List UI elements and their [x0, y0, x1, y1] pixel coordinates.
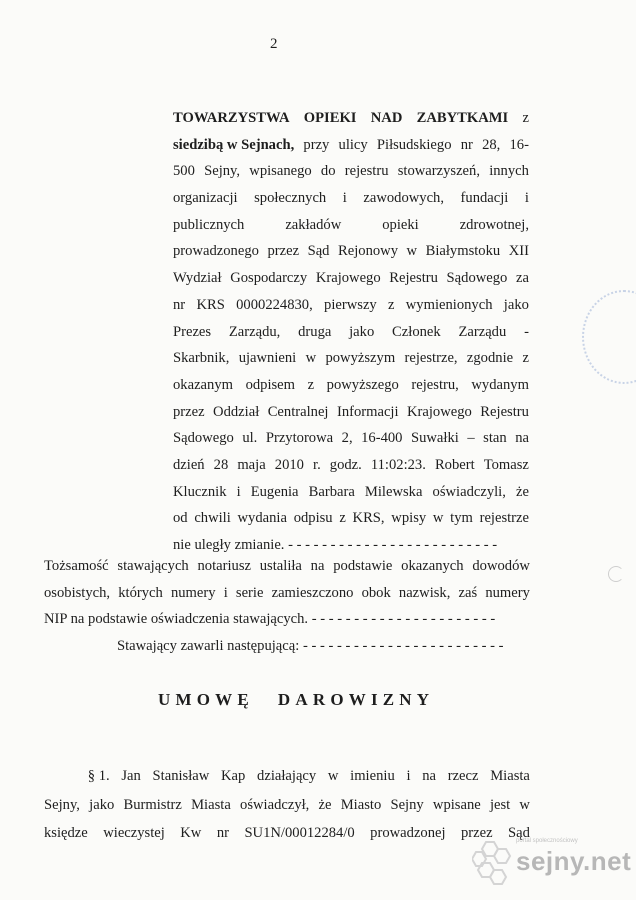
- word: i: [406, 768, 411, 784]
- word: XII: [508, 243, 529, 260]
- word: wydanym: [471, 376, 529, 393]
- paragraph-block: [44, 762, 530, 848]
- word: fundacji: [460, 190, 509, 207]
- word: do: [320, 163, 336, 180]
- stamp-residue: [582, 290, 636, 384]
- word: za: [515, 270, 529, 287]
- word: Zarządu: [458, 323, 507, 340]
- text-line: [44, 791, 530, 820]
- word: odpisem: [245, 376, 296, 393]
- word: wymienionych: [405, 296, 493, 313]
- text-line: [173, 319, 529, 346]
- word: 28: [213, 456, 229, 473]
- word: Sejny,: [44, 796, 80, 813]
- word: że: [515, 483, 529, 500]
- word: Krajowego: [407, 403, 472, 420]
- text-line: [173, 372, 529, 399]
- word: księdze: [44, 825, 88, 841]
- watermark-logo: [472, 836, 632, 888]
- word: w: [305, 350, 317, 367]
- word: ZABYTKAMI: [416, 110, 509, 126]
- word: nr: [216, 825, 229, 841]
- word: Rejestru: [389, 270, 438, 287]
- word: prowadzonej: [370, 825, 446, 841]
- word: wpisy: [391, 510, 427, 527]
- word: OPIEKI: [303, 110, 357, 126]
- word: NAD: [370, 110, 403, 126]
- word: stowarzyszeń,: [397, 163, 480, 180]
- word: stawających: [117, 558, 189, 574]
- word: z: [522, 350, 529, 367]
- word: chwili: [194, 510, 231, 527]
- word: jako: [503, 296, 529, 313]
- document-title: [158, 690, 434, 710]
- word: nazwisk,: [398, 584, 451, 601]
- word: okazanych: [401, 558, 464, 574]
- word: okazanym: [173, 376, 233, 393]
- word: Sądowego: [446, 270, 508, 287]
- word: wpisane: [432, 796, 481, 813]
- word: dowodów: [472, 558, 530, 574]
- word: podstawie: [333, 558, 393, 574]
- word: Miasta: [191, 796, 231, 813]
- word: wpisanego: [249, 163, 312, 180]
- word: działający: [257, 768, 317, 784]
- word: 2,: [341, 430, 353, 447]
- word: Milewska: [364, 483, 423, 500]
- word: Białymstoku: [425, 243, 501, 260]
- word: rejestru: [344, 163, 389, 180]
- word: ujawnieni: [238, 350, 297, 367]
- full-width-block: [44, 553, 530, 660]
- word: Krajowego: [315, 270, 381, 287]
- text-line: [173, 212, 529, 239]
- text-line: [173, 425, 529, 452]
- word: i: [342, 190, 347, 207]
- word: NIP na podstawie oświadczenia stawających. - - - - - - - - - - - - - - - - - - - - - -: [44, 611, 496, 628]
- word: rejestrze,: [404, 350, 458, 367]
- word: Sejny: [390, 796, 424, 813]
- word: dzień: [173, 456, 205, 473]
- word: numery: [170, 584, 216, 601]
- word: Rejestru: [480, 403, 529, 420]
- word: r.: [313, 456, 321, 473]
- word: przez: [461, 825, 493, 841]
- logo-icon: [472, 840, 514, 886]
- word: oświadczyli,: [432, 483, 506, 500]
- word: Klucznik: [173, 483, 227, 500]
- word: z: [388, 296, 395, 313]
- word: zdrowotnej,: [459, 216, 529, 233]
- word: Robert: [434, 456, 475, 473]
- text-line: [44, 762, 530, 791]
- word: na: [422, 768, 436, 784]
- text-line: [173, 265, 529, 292]
- title-word-2: DAROWIZNY: [277, 690, 435, 709]
- word: Stanisław: [152, 768, 210, 784]
- word: jest: [489, 796, 511, 813]
- word: przez: [173, 403, 205, 420]
- text-line: [44, 580, 530, 607]
- word: Burmistrz: [123, 796, 182, 813]
- word: Sądowego: [173, 430, 234, 447]
- word: w: [327, 768, 339, 784]
- text-line: [173, 105, 529, 132]
- text-line: [173, 345, 529, 372]
- word: serie: [235, 584, 264, 601]
- word: od: [173, 510, 188, 527]
- word: imieniu: [350, 768, 395, 784]
- word: TOWARZYSTWA: [173, 110, 290, 126]
- word: KRS,: [352, 510, 385, 527]
- word: i: [236, 483, 241, 500]
- word: SU1N/00012284/0: [244, 825, 355, 841]
- word: jako: [89, 796, 115, 813]
- word: tym: [450, 510, 473, 527]
- word: 16-: [509, 136, 529, 153]
- word: stan: [483, 430, 507, 447]
- word: maja: [237, 456, 266, 473]
- word: publicznych: [173, 216, 245, 233]
- title-word-1: UMOWĘ: [158, 690, 254, 709]
- word: nr: [173, 296, 186, 313]
- word: rzecz: [447, 768, 479, 784]
- word: Prezes: [173, 323, 212, 340]
- word: których: [118, 584, 163, 601]
- word: przy: [303, 136, 330, 153]
- text-line: [173, 158, 529, 185]
- word: odpisu: [293, 510, 333, 527]
- text-line: [44, 819, 530, 848]
- word: na: [515, 430, 529, 447]
- word: 2010: [274, 456, 304, 473]
- word: Miasta: [490, 768, 530, 784]
- word: Jan: [121, 768, 141, 784]
- word: prowadzonego: [173, 243, 259, 260]
- word: w: [406, 243, 418, 260]
- text-line: [44, 553, 530, 580]
- word: Zarządu,: [228, 323, 281, 340]
- word: numery: [485, 584, 530, 601]
- word: Sąd: [508, 825, 530, 841]
- word: zawodowych,: [363, 190, 445, 207]
- word: Stawający zawarli następującą: - - - - - - - - - - - - - - - - - - - - - - - -: [44, 638, 504, 655]
- text-line: [173, 399, 529, 426]
- word: 16-400: [361, 430, 403, 447]
- word: powyższego: [326, 376, 399, 393]
- word: ustaliła: [259, 558, 302, 574]
- word: Centralnej: [267, 403, 329, 420]
- indented-block: [173, 105, 529, 559]
- text-line: [44, 633, 530, 660]
- word: obok: [361, 584, 391, 601]
- word: społecznych: [254, 190, 327, 207]
- word: Informacji: [336, 403, 399, 420]
- word: zgodnie: [466, 350, 514, 367]
- text-line: [173, 505, 529, 532]
- word: Kw: [180, 825, 202, 841]
- word: zakładów: [285, 216, 342, 233]
- text-line: [173, 238, 529, 265]
- word: Skarbnik,: [173, 350, 230, 367]
- word: Suwałki: [410, 430, 459, 447]
- word: ulicy: [338, 136, 368, 153]
- word: druga: [298, 323, 332, 340]
- text-line: [173, 292, 529, 319]
- word: -: [524, 323, 529, 340]
- word: Barbara: [308, 483, 355, 500]
- word: oświadczył,: [240, 796, 310, 813]
- word: z: [339, 510, 346, 527]
- word: osobistych,: [44, 584, 111, 601]
- word: jako: [349, 323, 375, 340]
- logo-text: sejny.net: [516, 846, 632, 876]
- word: pierwszy: [324, 296, 377, 313]
- word: nie uległy zmianie. - - - - - - - - - - - - - - - - - - - - - - - - -: [173, 537, 498, 553]
- word: Tomasz: [483, 456, 529, 473]
- word: powyższym: [325, 350, 396, 367]
- word: Gospodarczy: [230, 270, 308, 287]
- word: Sejny,: [204, 163, 241, 180]
- word: ul.: [242, 430, 258, 447]
- word: Piłsudskiego: [376, 136, 452, 153]
- word: Członek: [392, 323, 441, 340]
- text-line: [173, 185, 529, 212]
- word: i: [223, 584, 228, 601]
- word: Oddział: [213, 403, 260, 420]
- word: z: [522, 110, 529, 126]
- text-line: [173, 132, 529, 159]
- word: KRS: [196, 296, 225, 313]
- text-line: [44, 606, 530, 633]
- word: Miasto: [340, 796, 382, 813]
- word: Rejonowy: [338, 243, 398, 260]
- word: 500: [173, 163, 195, 180]
- word: 11:02:23.: [370, 456, 426, 473]
- edge-mark: [608, 566, 624, 582]
- word: 28,: [482, 136, 501, 153]
- word: Kap: [221, 768, 246, 784]
- word: zamieszczono: [271, 584, 354, 601]
- word: siedzibą w Sejnach,: [173, 136, 295, 153]
- word: Sąd: [307, 243, 330, 260]
- word: godz.: [329, 456, 362, 473]
- word: 0000224830,: [236, 296, 313, 313]
- word: i: [524, 190, 529, 207]
- word: § 1.: [44, 768, 110, 784]
- text-line: [173, 479, 529, 506]
- word: Tożsamość: [44, 558, 109, 574]
- word: nr: [460, 136, 473, 153]
- word: Przytorowa: [265, 430, 334, 447]
- word: wydania: [237, 510, 287, 527]
- word: organizacji: [173, 190, 238, 207]
- word: w: [432, 510, 444, 527]
- word: w: [519, 796, 530, 813]
- word: rejestru,: [411, 376, 459, 393]
- page-number: 2: [270, 36, 278, 52]
- word: Wydział: [173, 270, 222, 287]
- text-line: [173, 452, 529, 479]
- word: z: [307, 376, 315, 393]
- word: rejestrze: [479, 510, 529, 527]
- word: wieczystej: [103, 825, 165, 841]
- word: zaś: [458, 584, 478, 601]
- word: opieki: [382, 216, 419, 233]
- word: –: [467, 430, 475, 447]
- word: notariusz: [197, 558, 251, 574]
- word: innych: [489, 163, 529, 180]
- word: Eugenia: [250, 483, 299, 500]
- word: przez: [267, 243, 300, 260]
- word: że: [318, 796, 332, 813]
- word: na: [310, 558, 325, 574]
- logo-tagline: portal społecznościowy: [516, 838, 578, 844]
